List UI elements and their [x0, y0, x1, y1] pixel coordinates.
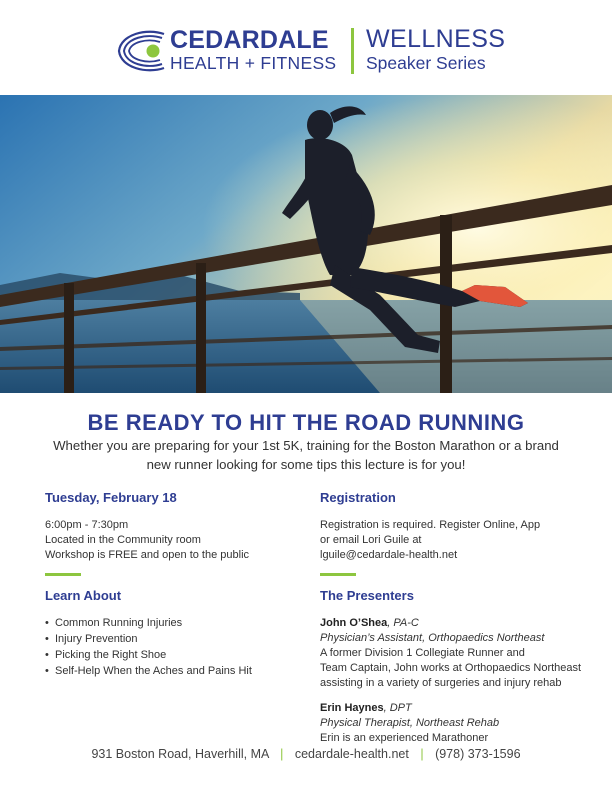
presenter-bio-line: Erin is an experienced Marathoner	[320, 732, 489, 744]
series-subtitle: Speaker Series	[366, 53, 486, 73]
right-column	[320, 490, 600, 746]
cedardale-swoosh-logo-icon	[117, 30, 167, 72]
list-item: • Common Running Injuries	[45, 615, 295, 631]
header	[0, 24, 612, 82]
event-time: 6:00pm - 7:30pm	[45, 519, 129, 531]
footer	[0, 747, 612, 761]
list-item: • Injury Prevention	[45, 631, 295, 647]
footer-website-link[interactable]: cedardale-health.net	[294, 747, 409, 761]
event-location: Located in the Community room	[45, 534, 201, 546]
presenter	[320, 616, 600, 691]
brand-subtitle: HEALTH + FITNESS	[170, 53, 337, 73]
presenter	[320, 701, 600, 746]
presenter-name: John O’Shea	[320, 617, 388, 629]
footer-separator: |	[420, 747, 424, 761]
presenter-name: Erin Haynes	[320, 702, 384, 714]
learn-about-title: Learn About	[45, 588, 122, 603]
event-intro: Whether you are preparing for your 1st 5K, training for the Boston Marathon or a brand new runner looking for some tips this lecture is for you!	[53, 438, 559, 472]
registration-line: or email Lori Guile at	[320, 534, 422, 546]
footer-separator: |	[280, 747, 284, 761]
list-item: • Picking the Right Shoe	[45, 647, 295, 663]
presenter-credential: , DPT	[383, 702, 412, 714]
list-item: • Self-Help When the Aches and Pains Hit	[45, 663, 295, 679]
brand-name: CEDARDALE	[170, 26, 329, 54]
event-headline: BE READY TO HIT THE ROAD RUNNING	[87, 410, 525, 435]
brand-wordmark	[170, 27, 336, 73]
presenter-bio-line: assisting in a variety of surgeries and injury rehab	[320, 677, 562, 689]
footer-phone: (978) 373-1596	[435, 747, 521, 761]
registration-line: Registration is required. Register Online, App	[320, 519, 541, 531]
footer-address: 931 Boston Road, Haverhill, MA	[91, 747, 269, 761]
presenters-title: The Presenters	[320, 588, 414, 603]
learn-about-list	[45, 615, 295, 679]
hero-runner-photo	[0, 95, 612, 393]
series-wordmark	[366, 26, 505, 73]
presenter-bio-line: Team Captain, John works at Orthopaedics Northeast	[320, 662, 582, 674]
presenter-credential: , PA-C	[387, 617, 419, 629]
presenter-role: Physician’s Assistant, Orthopaedics Northeast	[320, 632, 545, 644]
registration-email-link[interactable]: lguile@cedardale-health.net	[320, 549, 458, 561]
presenter-role: Physical Therapist, Northeast Rehab	[320, 717, 500, 729]
left-column	[45, 490, 295, 679]
header-divider	[351, 28, 354, 74]
presenter-bio-line: A former Division 1 Collegiate Runner and	[320, 647, 525, 659]
event-cost: Workshop is FREE and open to the public	[45, 549, 250, 561]
registration-title: Registration	[320, 490, 396, 505]
series-title: WELLNESS	[366, 25, 506, 53]
event-date: Tuesday, February 18	[45, 490, 177, 505]
